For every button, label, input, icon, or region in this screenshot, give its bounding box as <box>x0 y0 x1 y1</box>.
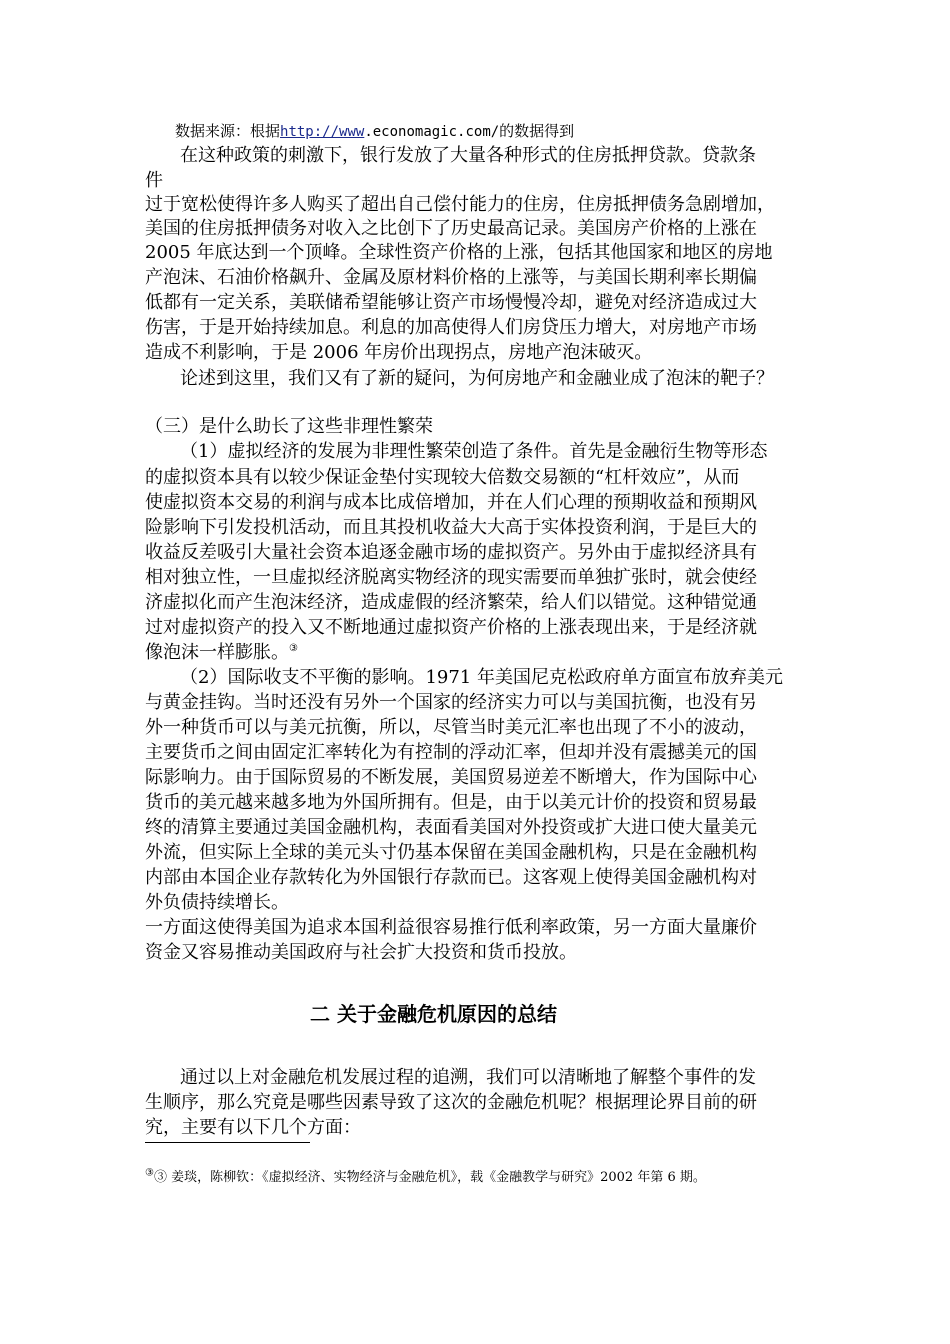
paragraph-line: 产泡沫、石油价格飙升、金属及原材料价格的上涨等，与美国长期利率长期偏 <box>145 267 757 288</box>
paragraph-line: （1）虚拟经济的发展为非理性繁荣创造了条件。首先是金融衍生物等形态 <box>180 441 768 462</box>
paragraph-line: 美国的住房抵押债务对收入之比创下了历史最高记录。美国房产价格的上涨在 <box>145 218 757 239</box>
subsection-heading: （三）是什么助长了这些非理性繁荣 <box>145 416 433 437</box>
source-domain: .economagic.com/ <box>364 124 500 140</box>
paragraph-line: 主要货币之间由固定汇率转化为有控制的浮动汇率，但却并没有震撼美元的国 <box>145 742 757 763</box>
paragraph-line: 与黄金挂钩。当时还没有另外一个国家的经济实力可以与美国抗衡，也没有另 <box>145 692 757 713</box>
paragraph-line: 生顺序，那么究竟是哪些因素导致了这次的金融危机呢？根据理论界目前的研 <box>145 1092 757 1113</box>
paragraph-line: 过于宽松使得许多人购买了超出自己偿付能力的住房，住房抵押债务急剧增加， <box>145 194 775 215</box>
paragraph-line: 货币的美元越来越多地为外国所拥有。但是，由于以美元计价的投资和贸易最 <box>145 792 757 813</box>
paragraph-line: 际影响力。由于国际贸易的不断发展，美国贸易逆差不断增大，作为国际中心 <box>145 767 757 788</box>
footnote <box>145 1168 706 1188</box>
paragraph-line: 过对虚拟资产的投入又不断地通过虚拟资产价格的上涨表现出来，于是经济就 <box>145 617 757 638</box>
footnote-text: ③ 姜琰，陈柳钦：《虚拟经济、实物经济与金融危机》，载《金融教学与研究》2002 年第 6 期。 <box>153 1170 706 1185</box>
section-heading: 二 关于金融危机原因的总结 <box>310 1002 557 1026</box>
paragraph-line-with-note <box>145 640 298 666</box>
paragraph-line: 伤害，于是开始持续加息。利息的加高使得人们房贷压力增大，对房地产市场 <box>145 317 757 338</box>
paragraph-line: 在这种政策的刺激下，银行发放了大量各种形式的住房抵押贷款。贷款条 <box>180 145 756 166</box>
paragraph-line: 使虚拟资本交易的利润与成本比成倍增加，并在人们心理的预期收益和预期风 <box>145 492 757 513</box>
source-prefix: 数据来源：根据 <box>175 122 281 140</box>
paragraph-line: 低都有一定关系，美联储希望能够让资产市场慢慢冷却，避免对经济造成过大 <box>145 292 757 313</box>
paragraph-line: 件 <box>145 170 163 191</box>
paragraph-line: 的虚拟资本具有以较少保证金垫付实现较大倍数交易额的“杠杆效应”，从而 <box>145 467 740 488</box>
footnote-separator <box>145 1142 310 1143</box>
paragraph-line: 济虚拟化而产生泡沫经济，造成虚假的经济繁荣，给人们以错觉。这种错觉通 <box>145 592 757 613</box>
paragraph-line: 收益反差吸引大量社会资本追逐金融市场的虚拟资产。另外由于虚拟经济具有 <box>145 542 757 563</box>
paragraph-line: 终的清算主要通过美国金融机构，表面看美国对外投资或扩大进口使大量美元 <box>145 817 757 838</box>
data-source-line <box>175 118 574 145</box>
paragraph-line: 内部由本国企业存款转化为外国银行存款而已。这客观上使得美国金融机构对 <box>145 867 757 888</box>
paragraph-line: 论述到这里，我们又有了新的疑问，为何房地产和金融业成了泡沫的靶子？ <box>180 368 774 389</box>
paragraph-line: 造成不利影响，于是 2006 年房价出现拐点，房地产泡沫破灭。 <box>145 342 653 363</box>
paragraph-line: 究，主要有以下几个方面： <box>145 1117 361 1138</box>
paragraph-line: 外流，但实际上全球的美元头寸仍基本保留在美国金融机构，只是在金融机构 <box>145 842 757 863</box>
paragraph-line: 险影响下引发投机活动，而且其投机收益大大高于实体投资利润，于是巨大的 <box>145 517 757 538</box>
line-text: 像泡沫一样膨胀。 <box>145 642 289 663</box>
paragraph-line: 2005 年底达到一个顶峰。全球性资产价格的上涨，包括其他国家和地区的房地 <box>145 242 773 263</box>
paragraph-line: 相对独立性，一旦虚拟经济脱离实物经济的现实需要而单独扩张时，就会使经 <box>145 567 757 588</box>
source-link[interactable]: http://www <box>280 124 365 140</box>
paragraph-line: 外一种货币可以与美元抗衡，所以，尽管当时美元汇率也出现了不小的波动， <box>145 717 757 738</box>
paragraph-line: （2）国际收支不平衡的影响。1971 年美国尼克松政府单方面宣布放弃美元 <box>180 667 783 688</box>
paragraph-line: 通过以上对金融危机发展过程的追溯，我们可以清晰地了解整个事件的发 <box>180 1067 756 1088</box>
footnote-mark: ③ <box>145 1167 154 1179</box>
paragraph-line: 外负债持续增长。 <box>145 892 289 913</box>
footnote-reference[interactable]: ③ <box>289 643 298 654</box>
source-suffix: 的数据得到 <box>499 122 575 140</box>
paragraph-line: 一方面这使得美国为追求本国利益很容易推行低利率政策，另一方面大量廉价 <box>145 917 757 938</box>
paragraph-line: 资金又容易推动美国政府与社会扩大投资和货币投放。 <box>145 942 577 963</box>
